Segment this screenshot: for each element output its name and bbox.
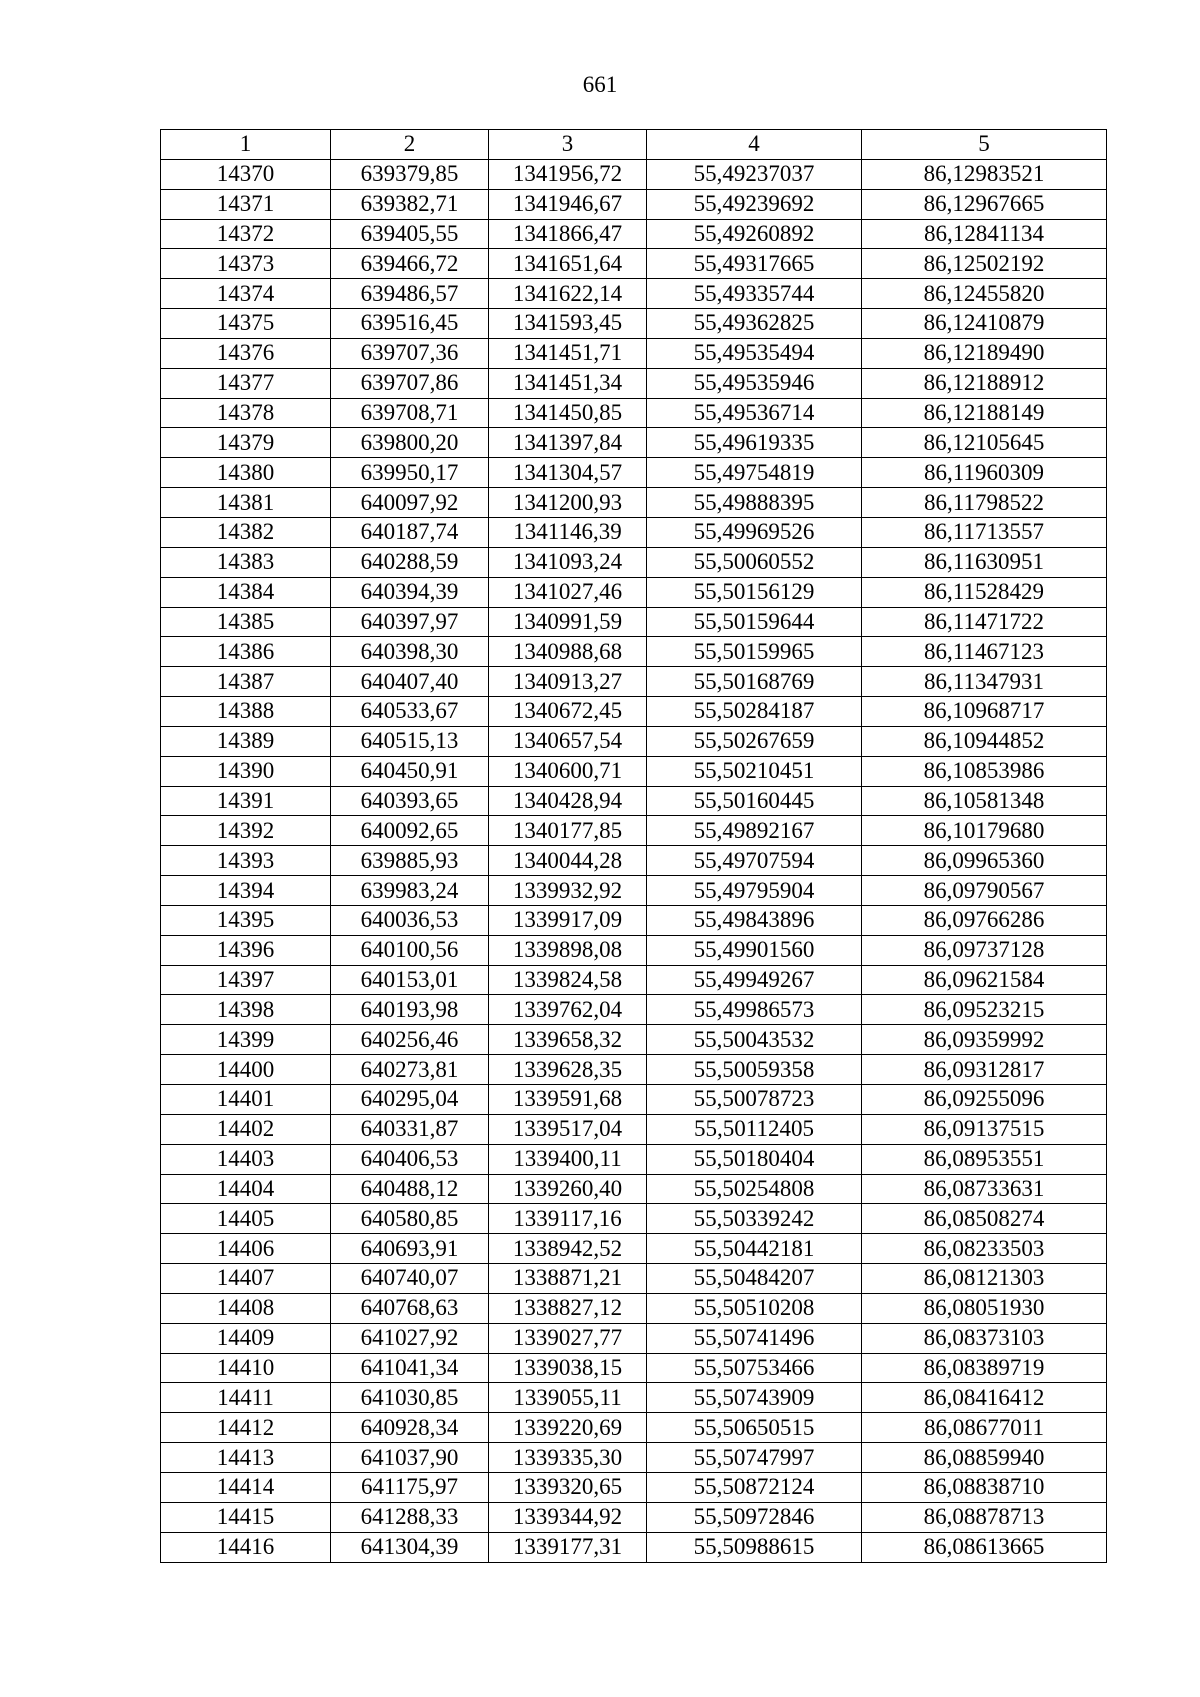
table-cell-col-5: 86,08733631	[862, 1174, 1107, 1204]
table-cell-col-2: 640187,74	[331, 517, 489, 547]
table-cell-col-3: 1341451,34	[489, 368, 647, 398]
table-cell-col-3: 1339762,04	[489, 995, 647, 1025]
table-row	[161, 1085, 1107, 1115]
table-row	[161, 786, 1107, 816]
table-row	[161, 368, 1107, 398]
table-cell-col-4: 55,50442181	[647, 1234, 862, 1264]
table-row	[161, 726, 1107, 756]
table-cell-col-5: 86,08416412	[862, 1383, 1107, 1413]
table-cell-col-4: 55,50988615	[647, 1532, 862, 1562]
table-cell-col-2: 640407,40	[331, 667, 489, 697]
table-cell-col-5: 86,08953551	[862, 1144, 1107, 1174]
table-cell-col-1: 14370	[161, 159, 331, 189]
table-cell-col-1: 14400	[161, 1055, 331, 1085]
table-row	[161, 1055, 1107, 1085]
table-cell-col-5: 86,09965360	[862, 846, 1107, 876]
table-cell-col-1: 14412	[161, 1413, 331, 1443]
table-cell-col-1: 14413	[161, 1443, 331, 1473]
table-cell-col-2: 640768,63	[331, 1293, 489, 1323]
table-header	[161, 130, 1107, 160]
table-row	[161, 667, 1107, 697]
table-row	[161, 1383, 1107, 1413]
table-cell-col-3: 1341593,45	[489, 309, 647, 339]
table-cell-col-1: 14372	[161, 219, 331, 249]
table-cell-col-2: 641041,34	[331, 1353, 489, 1383]
table-cell-col-3: 1339932,92	[489, 876, 647, 906]
table-cell-col-1: 14409	[161, 1323, 331, 1353]
table-row	[161, 995, 1107, 1025]
table-cell-col-2: 640288,59	[331, 547, 489, 577]
table-cell-col-5: 86,09790567	[862, 876, 1107, 906]
table-row	[161, 547, 1107, 577]
table-cell-col-5: 86,12188912	[862, 368, 1107, 398]
table-cell-col-4: 55,49535946	[647, 368, 862, 398]
table-cell-col-4: 55,50159644	[647, 607, 862, 637]
table-row	[161, 1413, 1107, 1443]
table-cell-col-3: 1339177,31	[489, 1532, 647, 1562]
table-cell-col-4: 55,49888395	[647, 488, 862, 518]
table-cell-col-1: 14384	[161, 577, 331, 607]
page-number: 661	[582, 72, 618, 97]
table-cell-col-3: 1341866,47	[489, 219, 647, 249]
table-cell-col-4: 55,50180404	[647, 1144, 862, 1174]
table-cell-col-2: 640295,04	[331, 1085, 489, 1115]
table-cell-col-1: 14405	[161, 1204, 331, 1234]
table-cell-col-3: 1341946,67	[489, 189, 647, 219]
table-cell-col-4: 55,49239692	[647, 189, 862, 219]
table-cell-col-1: 14415	[161, 1502, 331, 1532]
table-cell-col-5: 86,10581348	[862, 786, 1107, 816]
table-cell-col-2: 640398,30	[331, 637, 489, 667]
table-row	[161, 398, 1107, 428]
table-cell-col-3: 1339055,11	[489, 1383, 647, 1413]
table-cell-col-5: 86,08051930	[862, 1293, 1107, 1323]
column-header-5: 5	[862, 130, 1107, 160]
table-cell-col-1: 14388	[161, 697, 331, 727]
table-cell-col-5: 86,11467123	[862, 637, 1107, 667]
table-cell-col-2: 640488,12	[331, 1174, 489, 1204]
table-cell-col-5: 86,12455820	[862, 279, 1107, 309]
table-cell-col-4: 55,49892167	[647, 816, 862, 846]
table-cell-col-4: 55,50753466	[647, 1353, 862, 1383]
table-cell-col-4: 55,49536714	[647, 398, 862, 428]
table-cell-col-3: 1339220,69	[489, 1413, 647, 1443]
table-cell-col-5: 86,11960309	[862, 458, 1107, 488]
table-cell-col-3: 1339628,35	[489, 1055, 647, 1085]
table-cell-col-5: 86,12841134	[862, 219, 1107, 249]
table-cell-col-3: 1341093,24	[489, 547, 647, 577]
table-cell-col-3: 1341651,64	[489, 249, 647, 279]
table-cell-col-1: 14376	[161, 338, 331, 368]
table-cell-col-5: 86,12188149	[862, 398, 1107, 428]
table-cell-col-2: 640273,81	[331, 1055, 489, 1085]
table-cell-col-1: 14399	[161, 1025, 331, 1055]
table-cell-col-4: 55,49237037	[647, 159, 862, 189]
table-cell-col-1: 14398	[161, 995, 331, 1025]
table-cell-col-2: 640406,53	[331, 1144, 489, 1174]
table-cell-col-4: 55,49969526	[647, 517, 862, 547]
table-cell-col-5: 86,12410879	[862, 309, 1107, 339]
table-cell-col-4: 55,50741496	[647, 1323, 862, 1353]
table-cell-col-3: 1339591,68	[489, 1085, 647, 1115]
table-cell-col-4: 55,50156129	[647, 577, 862, 607]
table-cell-col-3: 1340672,45	[489, 697, 647, 727]
table-cell-col-5: 86,08373103	[862, 1323, 1107, 1353]
table-cell-col-4: 55,50060552	[647, 547, 862, 577]
table-cell-col-1: 14374	[161, 279, 331, 309]
table-cell-col-4: 55,50159965	[647, 637, 862, 667]
table-row	[161, 1502, 1107, 1532]
table-cell-col-3: 1339117,16	[489, 1204, 647, 1234]
table-cell-col-3: 1338827,12	[489, 1293, 647, 1323]
table-cell-col-2: 640153,01	[331, 965, 489, 995]
table-cell-col-3: 1339658,32	[489, 1025, 647, 1055]
table-cell-col-1: 14392	[161, 816, 331, 846]
table-cell-col-1: 14385	[161, 607, 331, 637]
table-cell-col-3: 1339517,04	[489, 1114, 647, 1144]
table-cell-col-5: 86,12105645	[862, 428, 1107, 458]
table-cell-col-3: 1340988,68	[489, 637, 647, 667]
table-cell-col-4: 55,50059358	[647, 1055, 862, 1085]
table-cell-col-1: 14390	[161, 756, 331, 786]
table-cell-col-1: 14382	[161, 517, 331, 547]
column-header-3: 3	[489, 130, 647, 160]
table-cell-col-4: 55,50972846	[647, 1502, 862, 1532]
table-cell-col-2: 640100,56	[331, 935, 489, 965]
table-cell-col-4: 55,49754819	[647, 458, 862, 488]
table-cell-col-4: 55,50284187	[647, 697, 862, 727]
table-cell-col-4: 55,50210451	[647, 756, 862, 786]
header-row	[161, 130, 1107, 160]
table-cell-col-1: 14410	[161, 1353, 331, 1383]
table-cell-col-5: 86,08838710	[862, 1472, 1107, 1502]
table-cell-col-3: 1341622,14	[489, 279, 647, 309]
table-cell-col-1: 14373	[161, 249, 331, 279]
table-row	[161, 607, 1107, 637]
table-row	[161, 309, 1107, 339]
table-cell-col-2: 640580,85	[331, 1204, 489, 1234]
table-cell-col-2: 639885,93	[331, 846, 489, 876]
table-row	[161, 488, 1107, 518]
table-cell-col-2: 640397,97	[331, 607, 489, 637]
table-row	[161, 1204, 1107, 1234]
table-row	[161, 1443, 1107, 1473]
table-cell-col-2: 639707,36	[331, 338, 489, 368]
table-cell-col-3: 1339824,58	[489, 965, 647, 995]
table-cell-col-3: 1339260,40	[489, 1174, 647, 1204]
table-cell-col-5: 86,10968717	[862, 697, 1107, 727]
table-cell-col-5: 86,11630951	[862, 547, 1107, 577]
table-cell-col-5: 86,10179680	[862, 816, 1107, 846]
table-cell-col-4: 55,50043532	[647, 1025, 862, 1055]
table-cell-col-1: 14402	[161, 1114, 331, 1144]
table-cell-col-3: 1340657,54	[489, 726, 647, 756]
table-cell-col-1: 14391	[161, 786, 331, 816]
table-cell-col-3: 1341027,46	[489, 577, 647, 607]
table-cell-col-2: 640193,98	[331, 995, 489, 1025]
table-cell-col-5: 86,08613665	[862, 1532, 1107, 1562]
table-cell-col-2: 639950,17	[331, 458, 489, 488]
table-cell-col-1: 14371	[161, 189, 331, 219]
table-row	[161, 1353, 1107, 1383]
table-cell-col-3: 1339027,77	[489, 1323, 647, 1353]
table-cell-col-1: 14389	[161, 726, 331, 756]
table-cell-col-2: 640928,34	[331, 1413, 489, 1443]
table-cell-col-2: 641175,97	[331, 1472, 489, 1502]
table-row	[161, 846, 1107, 876]
column-header-2: 2	[331, 130, 489, 160]
table-row	[161, 697, 1107, 727]
table-cell-col-3: 1341450,85	[489, 398, 647, 428]
table-cell-col-1: 14407	[161, 1264, 331, 1294]
table-cell-col-4: 55,50254808	[647, 1174, 862, 1204]
table-cell-col-2: 639983,24	[331, 876, 489, 906]
table-cell-col-1: 14406	[161, 1234, 331, 1264]
table-cell-col-2: 640393,65	[331, 786, 489, 816]
table-cell-col-2: 639405,55	[331, 219, 489, 249]
table-cell-col-4: 55,49362825	[647, 309, 862, 339]
table-cell-col-2: 640693,91	[331, 1234, 489, 1264]
table-row	[161, 279, 1107, 309]
table-cell-col-2: 639466,72	[331, 249, 489, 279]
table-cell-col-5: 86,09523215	[862, 995, 1107, 1025]
table-cell-col-2: 640740,07	[331, 1264, 489, 1294]
table-cell-col-3: 1341397,84	[489, 428, 647, 458]
table-cell-col-5: 86,11471722	[862, 607, 1107, 637]
table-cell-col-4: 55,50267659	[647, 726, 862, 756]
table-cell-col-4: 55,49901560	[647, 935, 862, 965]
table-cell-col-2: 640450,91	[331, 756, 489, 786]
table-cell-col-3: 1340044,28	[489, 846, 647, 876]
table-cell-col-2: 640092,65	[331, 816, 489, 846]
table-cell-col-5: 86,12967665	[862, 189, 1107, 219]
table-cell-col-2: 641030,85	[331, 1383, 489, 1413]
table-row	[161, 1293, 1107, 1323]
table-cell-col-5: 86,08389719	[862, 1353, 1107, 1383]
table-row	[161, 1264, 1107, 1294]
table-cell-col-5: 86,08677011	[862, 1413, 1107, 1443]
table-cell-col-3: 1340991,59	[489, 607, 647, 637]
table-row	[161, 1174, 1107, 1204]
table-cell-col-5: 86,08859940	[862, 1443, 1107, 1473]
table-cell-col-4: 55,49619335	[647, 428, 862, 458]
table-cell-col-3: 1339335,30	[489, 1443, 647, 1473]
table-cell-col-1: 14386	[161, 637, 331, 667]
table-cell-col-5: 86,11347931	[862, 667, 1107, 697]
table-row	[161, 219, 1107, 249]
table-row	[161, 816, 1107, 846]
table-cell-col-2: 641037,90	[331, 1443, 489, 1473]
table-cell-col-4: 55,50747997	[647, 1443, 862, 1473]
table-row	[161, 1472, 1107, 1502]
table-cell-col-3: 1341200,93	[489, 488, 647, 518]
table-cell-col-1: 14393	[161, 846, 331, 876]
table-row	[161, 338, 1107, 368]
table-cell-col-1: 14401	[161, 1085, 331, 1115]
table-cell-col-5: 86,11528429	[862, 577, 1107, 607]
table-row	[161, 458, 1107, 488]
table-cell-col-1: 14379	[161, 428, 331, 458]
table-cell-col-3: 1338871,21	[489, 1264, 647, 1294]
table-cell-col-4: 55,50168769	[647, 667, 862, 697]
table-cell-col-5: 86,09255096	[862, 1085, 1107, 1115]
table-cell-col-2: 640394,39	[331, 577, 489, 607]
table-row	[161, 1323, 1107, 1353]
table-cell-col-2: 639382,71	[331, 189, 489, 219]
table-row	[161, 189, 1107, 219]
table-cell-col-3: 1338942,52	[489, 1234, 647, 1264]
table-cell-col-1: 14380	[161, 458, 331, 488]
column-header-4: 4	[647, 130, 862, 160]
table-row	[161, 876, 1107, 906]
table-cell-col-1: 14394	[161, 876, 331, 906]
table-cell-col-2: 639486,57	[331, 279, 489, 309]
table-cell-col-1: 14383	[161, 547, 331, 577]
table-row	[161, 905, 1107, 935]
table-row	[161, 756, 1107, 786]
table-row	[161, 1144, 1107, 1174]
table-row	[161, 1532, 1107, 1562]
table-row	[161, 159, 1107, 189]
table-cell-col-4: 55,50743909	[647, 1383, 862, 1413]
table-cell-col-5: 86,09737128	[862, 935, 1107, 965]
table-cell-col-2: 640256,46	[331, 1025, 489, 1055]
table-cell-col-3: 1340913,27	[489, 667, 647, 697]
table-cell-col-5: 86,12189490	[862, 338, 1107, 368]
table-cell-col-5: 86,09621584	[862, 965, 1107, 995]
table-cell-col-3: 1339320,65	[489, 1472, 647, 1502]
table-row	[161, 1114, 1107, 1144]
table-cell-col-1: 14397	[161, 965, 331, 995]
table-cell-col-1: 14387	[161, 667, 331, 697]
table-cell-col-4: 55,49843896	[647, 905, 862, 935]
table-cell-col-3: 1341451,71	[489, 338, 647, 368]
table-cell-col-5: 86,10944852	[862, 726, 1107, 756]
table-cell-col-2: 639800,20	[331, 428, 489, 458]
table-cell-col-5: 86,08508274	[862, 1204, 1107, 1234]
table-cell-col-5: 86,09137515	[862, 1114, 1107, 1144]
table-cell-col-2: 639707,86	[331, 368, 489, 398]
table-cell-col-5: 86,09766286	[862, 905, 1107, 935]
table-cell-col-5: 86,11798522	[862, 488, 1107, 518]
table-cell-col-5: 86,09312817	[862, 1055, 1107, 1085]
table-cell-col-1: 14375	[161, 309, 331, 339]
table-cell-col-4: 55,49795904	[647, 876, 862, 906]
table-cell-col-2: 641288,33	[331, 1502, 489, 1532]
table-cell-col-2: 640331,87	[331, 1114, 489, 1144]
table-cell-col-1: 14416	[161, 1532, 331, 1562]
table-cell-col-4: 55,50078723	[647, 1085, 862, 1115]
table-row	[161, 428, 1107, 458]
table-cell-col-5: 86,10853986	[862, 756, 1107, 786]
table-row	[161, 517, 1107, 547]
table-cell-col-5: 86,12983521	[862, 159, 1107, 189]
table-cell-col-4: 55,50650515	[647, 1413, 862, 1443]
table-cell-col-5: 86,12502192	[862, 249, 1107, 279]
table-body	[161, 159, 1107, 1562]
table-cell-col-2: 640036,53	[331, 905, 489, 935]
table-cell-col-3: 1340428,94	[489, 786, 647, 816]
table-cell-col-5: 86,08878713	[862, 1502, 1107, 1532]
table-cell-col-4: 55,49335744	[647, 279, 862, 309]
table-cell-col-1: 14403	[161, 1144, 331, 1174]
table-cell-col-5: 86,11713557	[862, 517, 1107, 547]
table-cell-col-3: 1340177,85	[489, 816, 647, 846]
table-cell-col-3: 1339898,08	[489, 935, 647, 965]
table-cell-col-3: 1341956,72	[489, 159, 647, 189]
table-row	[161, 577, 1107, 607]
table-cell-col-3: 1339400,11	[489, 1144, 647, 1174]
table-cell-col-5: 86,08233503	[862, 1234, 1107, 1264]
table-cell-col-3: 1339038,15	[489, 1353, 647, 1383]
table-cell-col-2: 641027,92	[331, 1323, 489, 1353]
table-cell-col-3: 1340600,71	[489, 756, 647, 786]
table-row	[161, 1234, 1107, 1264]
table-cell-col-1: 14395	[161, 905, 331, 935]
table-cell-col-1: 14414	[161, 1472, 331, 1502]
table-cell-col-1: 14408	[161, 1293, 331, 1323]
table-cell-col-4: 55,49317665	[647, 249, 862, 279]
table-cell-col-4: 55,50112405	[647, 1114, 862, 1144]
coordinates-table	[160, 129, 1107, 1563]
table-cell-col-3: 1341304,57	[489, 458, 647, 488]
table-cell-col-4: 55,50484207	[647, 1264, 862, 1294]
table-cell-col-1: 14377	[161, 368, 331, 398]
table-row	[161, 935, 1107, 965]
table-cell-col-2: 640515,13	[331, 726, 489, 756]
table-cell-col-2: 639379,85	[331, 159, 489, 189]
table-cell-col-4: 55,49260892	[647, 219, 862, 249]
table-row	[161, 965, 1107, 995]
table-cell-col-4: 55,49949267	[647, 965, 862, 995]
table-cell-col-4: 55,49707594	[647, 846, 862, 876]
table-cell-col-5: 86,08121303	[862, 1264, 1107, 1294]
table-cell-col-2: 639516,45	[331, 309, 489, 339]
table-cell-col-4: 55,50510208	[647, 1293, 862, 1323]
table-cell-col-1: 14404	[161, 1174, 331, 1204]
table-cell-col-4: 55,50872124	[647, 1472, 862, 1502]
table-cell-col-3: 1341146,39	[489, 517, 647, 547]
table-row	[161, 637, 1107, 667]
table-cell-col-2: 640533,67	[331, 697, 489, 727]
table-cell-col-5: 86,09359992	[862, 1025, 1107, 1055]
table-cell-col-1: 14411	[161, 1383, 331, 1413]
table-cell-col-2: 640097,92	[331, 488, 489, 518]
table-cell-col-4: 55,50160445	[647, 786, 862, 816]
table-cell-col-2: 639708,71	[331, 398, 489, 428]
table-cell-col-2: 641304,39	[331, 1532, 489, 1562]
table-cell-col-1: 14396	[161, 935, 331, 965]
table-cell-col-4: 55,49535494	[647, 338, 862, 368]
table-cell-col-3: 1339344,92	[489, 1502, 647, 1532]
table-cell-col-1: 14381	[161, 488, 331, 518]
table-row	[161, 1025, 1107, 1055]
table-cell-col-1: 14378	[161, 398, 331, 428]
table-cell-col-3: 1339917,09	[489, 905, 647, 935]
table-row	[161, 249, 1107, 279]
column-header-1: 1	[161, 130, 331, 160]
table-cell-col-4: 55,49986573	[647, 995, 862, 1025]
table-cell-col-4: 55,50339242	[647, 1204, 862, 1234]
